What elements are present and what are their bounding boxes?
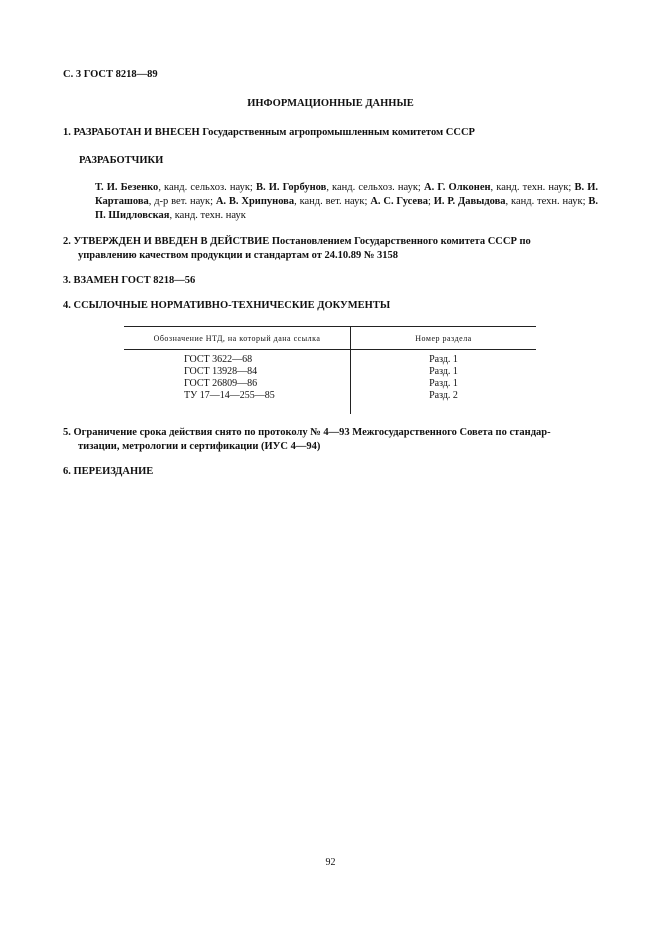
developer-name: И. Р. Давыдова	[433, 196, 506, 207]
section-6: 6. ПЕРЕИЗДАНИЕ	[63, 466, 154, 477]
section-number: Разд. 1	[429, 354, 458, 365]
section-2	[63, 235, 598, 263]
developer-degree: , канд. техн. наук;	[505, 196, 589, 207]
section-3: 3. ВЗАМЕН ГОСТ 8218—56	[63, 275, 196, 286]
section-4-heading: 4. ССЫЛОЧНЫЕ НОРМАТИВНО-ТЕХНИЧЕСКИЕ ДОКУМЕНТЫ	[63, 300, 391, 311]
developer-name: А. Г. Олконен	[423, 182, 491, 193]
section-number: Разд. 1	[429, 366, 458, 377]
doc-designation: ГОСТ 26809—86	[184, 378, 258, 389]
developer-degree: ;	[428, 196, 434, 207]
section-cell	[351, 350, 537, 415]
section-number: Разд. 2	[429, 390, 458, 401]
developer-degree: , канд. вет. наук;	[294, 196, 371, 207]
document-title: ИНФОРМАЦИОННЫЕ ДАННЫЕ	[247, 98, 414, 109]
developer-name: Т. И. Безенко	[95, 182, 159, 193]
developer-name: В. И. Горбунов	[255, 182, 327, 193]
page-number: 92	[325, 857, 336, 868]
page-header: С. 3 ГОСТ 8218—89	[63, 69, 158, 80]
section-2-line1: 2. УТВЕРЖДЕН И ВВЕДЕН В ДЕЙСТВИЕ Постановлением Государственного комитета СССР по	[63, 236, 531, 247]
section-5-line1: 5. Ограничение срока действия снято по протоколу № 4—93 Межгосударственного Совета по стандар-	[63, 427, 551, 438]
developer-degree: , д-р вет. наук;	[148, 196, 216, 207]
section-5-line2: тизации, метрологии и сертификации (ИУС 4—94)	[78, 441, 321, 452]
developers-heading: РАЗРАБОТЧИКИ	[79, 155, 164, 166]
developer-name: А. С. Гусева	[370, 196, 428, 207]
doc-cell	[124, 350, 351, 415]
developer-degree: , канд. сельхоз. наук;	[158, 182, 256, 193]
developer-degree: , канд. техн. наук;	[490, 182, 575, 193]
doc-designation: ГОСТ 3622—68	[184, 354, 253, 365]
col-header-section: Номер раздела	[351, 327, 537, 350]
developer-name: В. И. Карташова	[95, 182, 599, 207]
section-number: Разд. 1	[429, 378, 458, 389]
developer-name: В. П. Шидловская	[95, 196, 598, 221]
developer-degree: , канд. сельхоз. наук;	[326, 182, 424, 193]
doc-designation: ТУ 17—14—255—85	[184, 390, 275, 401]
col-header-doc: Обозначение НТД, на который дана ссылка	[124, 327, 351, 350]
doc-designation: ГОСТ 13928—84	[184, 366, 258, 377]
table-row	[124, 350, 536, 415]
developers-list	[95, 181, 598, 223]
developer-degree: , канд. техн. наук	[169, 210, 246, 221]
section-2-line2: управлению качеством продукции и стандартам от 24.10.89 № 3158	[78, 250, 399, 261]
developer-name: А. В. Хрипунова	[215, 196, 295, 207]
reference-docs-table	[124, 326, 536, 414]
section-1-heading: 1. РАЗРАБОТАН И ВНЕСЕН Государственным агропромышленным комитетом СССР	[63, 127, 475, 138]
section-5	[63, 426, 598, 454]
